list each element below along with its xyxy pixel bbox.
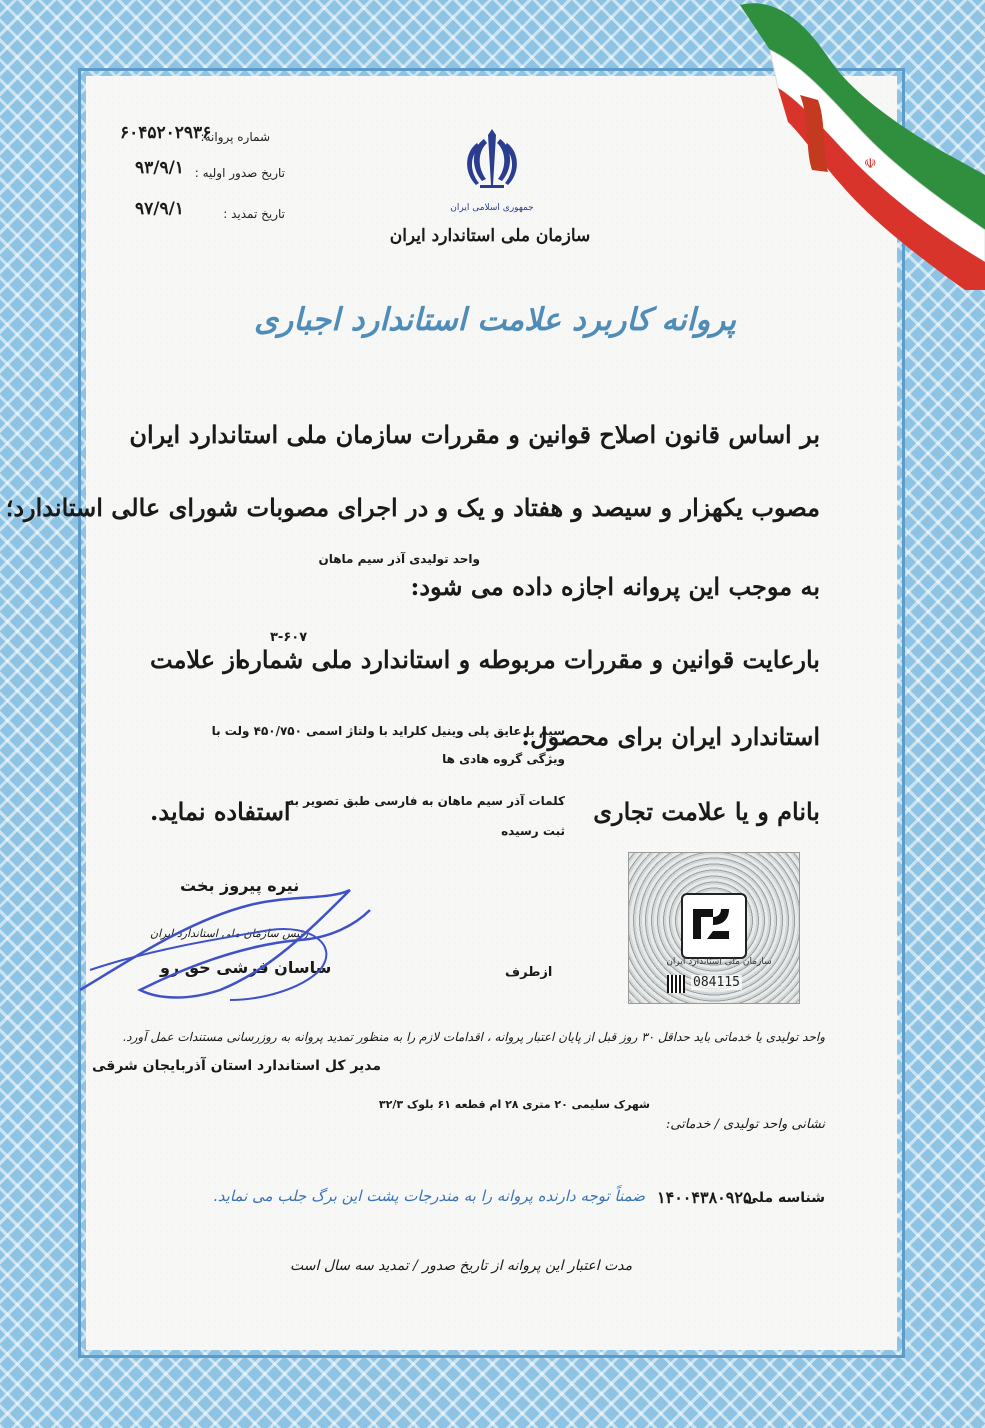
product-fill-line-1: سیم با عایق پلی وینیل کلراید با ولتاژ اسمی ۴۵۰/۷۵۰ ولت با [211,724,565,738]
emblem-caption: جمهوری اسلامی ایران [450,203,534,213]
attention-note: ضمناً توجه دارنده پروانه را به مندرجات پشت این برگ جلب می نماید. [213,1187,645,1205]
on-behalf-label: ازطرف [505,965,553,980]
standard-number-fill: ۳-۶۰۷ [270,630,308,645]
renewal-note: واحد تولیدی یا خدماتی باید حداقل ۳۰ روز قبل از پایان اعتبار پروانه ، اقدامات لازم را به منظور تمدید پروانه به روزرسانی مستندات عمل آورد. [122,1030,825,1044]
body-line-6-start: بانام و یا علامت تجاری [593,797,820,826]
renewal-date-label: تاریخ تمدید : [223,207,285,221]
body-line-2: مصوب یکهزار و سیصد و هفتاد و یک و در اجرای مصوبات شورای عالی استاندارد؛ [5,493,820,522]
address-label: نشانی واحد تولیدی / خدماتی: [665,1117,825,1132]
standard-hologram [628,852,800,1004]
body-line-1: بر اساس قانون اصلاح قوانین و مقررات سازمان ملی استاندارد ایران [129,420,820,449]
standard-mark-icon [681,893,747,959]
national-id-label: شناسه ملی [744,1190,825,1206]
qr-code-icon [667,975,685,993]
deputy-name: ساسان فرشی حق رو [160,958,332,977]
product-fill-line-2: ویژگی گروه هادی ها [442,752,565,766]
license-number-value: ۶۰۴۵۲۰۲۹۳۶ [120,123,212,143]
body-line-5: استاندارد ایران برای محصول: [521,722,820,751]
director-title: مدیر کل استاندارد استان آذربایجان شرقی [92,1058,382,1074]
renewal-date-value: ۹۷/۹/۱ [135,199,184,219]
brand-fill-line-2: ثبت رسیده [501,824,565,838]
validity-note: مدت اعتبار این پروانه از تاریخ صدور / تمدید سه سال است [290,1258,633,1274]
body-line-4-start: بارعایت قوانین و مقررات مربوطه و استاندارد ملی شماره [237,645,820,674]
hologram-serial: 084115 [693,975,740,990]
organization-name: سازمان ملی استاندارد ایران [389,226,591,246]
body-line-4-end: از علامت [150,645,242,674]
first-issue-label: تاریخ صدور اولیه : [194,166,285,180]
president-title: رئیس سازمان ملی استاندارد ایران [150,927,308,940]
national-id-value: ۱۴۰۰۴۳۸۰۹۲۵ [657,1188,752,1207]
company-name-fill: واحد تولیدی آذر سیم ماهان [318,552,480,566]
president-name: نیره پیروز بخت [180,876,300,895]
iran-flag-ribbon [740,0,985,290]
certificate-title: پروانه کاربرد علامت استاندارد اجباری [254,302,736,338]
hologram-caption: سازمان ملی استاندارد ایران [666,957,772,967]
body-line-6-end: استفاده نماید. [150,797,291,826]
first-issue-value: ۹۳/۹/۱ [135,158,184,178]
body-line-3: به موجب این پروانه اجازه داده می شود: [410,572,820,601]
license-number-label: شماره پروانه: [200,130,270,144]
signature-scribble [70,850,380,1010]
brand-fill-line-1: کلمات آذر سیم ماهان به فارسی طبق تصویر به [287,794,565,808]
iran-emblem-icon [462,125,522,195]
address-value: شهرک سلیمی ۲۰ متری ۲۸ ام قطعه ۶۱ بلوک ۳۲/۳ [378,1098,650,1111]
flag-emblem-icon: ☫ [864,156,877,172]
